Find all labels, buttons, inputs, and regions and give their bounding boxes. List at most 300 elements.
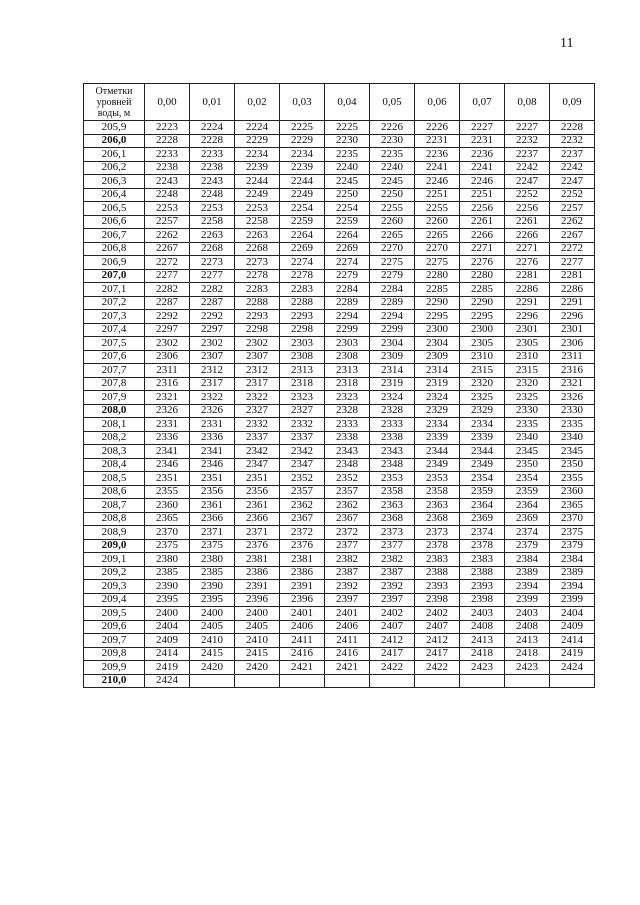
value-cell: 2381 <box>235 553 280 567</box>
value-cell: 2363 <box>370 499 415 513</box>
value-cell: 2354 <box>505 472 550 486</box>
page-number: 11 <box>560 36 574 51</box>
value-cell: 2351 <box>235 472 280 486</box>
value-cell: 2272 <box>145 256 190 270</box>
value-cell: 2268 <box>190 242 235 256</box>
value-cell: 2379 <box>505 539 550 553</box>
level-cell: 209,5 <box>84 607 145 621</box>
value-cell: 2361 <box>235 499 280 513</box>
value-cell: 2403 <box>460 607 505 621</box>
value-cell: 2231 <box>415 134 460 148</box>
value-cell: 2322 <box>190 391 235 405</box>
value-cell: 2369 <box>460 512 505 526</box>
value-cell: 2294 <box>325 310 370 324</box>
value-cell: 2419 <box>550 647 595 661</box>
value-cell: 2291 <box>505 296 550 310</box>
value-cell: 2249 <box>280 188 325 202</box>
level-cell: 208,1 <box>84 418 145 432</box>
value-cell: 2298 <box>235 323 280 337</box>
level-cell: 207,0 <box>84 269 145 283</box>
value-cell: 2262 <box>550 215 595 229</box>
column-header: 0,00 <box>145 84 190 121</box>
table-row <box>84 188 595 202</box>
value-cell: 2408 <box>505 620 550 634</box>
value-cell: 2294 <box>370 310 415 324</box>
value-cell: 2373 <box>415 526 460 540</box>
value-cell: 2233 <box>145 148 190 162</box>
table-row <box>84 499 595 513</box>
corner-header <box>84 84 145 121</box>
value-cell: 2295 <box>415 310 460 324</box>
value-cell: 2291 <box>550 296 595 310</box>
value-cell: 2269 <box>325 242 370 256</box>
table-row <box>84 229 595 243</box>
water-level-table <box>83 83 595 688</box>
value-cell: 2397 <box>325 593 370 607</box>
value-cell: 2320 <box>505 377 550 391</box>
corner-header-line: воды, м <box>97 107 131 119</box>
value-cell: 2273 <box>235 256 280 270</box>
value-cell: 2310 <box>505 350 550 364</box>
value-cell: 2339 <box>460 431 505 445</box>
value-cell: 2363 <box>415 499 460 513</box>
value-cell: 2337 <box>235 431 280 445</box>
value-cell: 2344 <box>415 445 460 459</box>
value-cell: 2376 <box>280 539 325 553</box>
value-cell: 2376 <box>235 539 280 553</box>
value-cell: 2416 <box>280 647 325 661</box>
level-cell: 207,9 <box>84 391 145 405</box>
value-cell: 2391 <box>235 580 280 594</box>
level-cell: 207,7 <box>84 364 145 378</box>
value-cell: 2340 <box>550 431 595 445</box>
value-cell: 2335 <box>505 418 550 432</box>
level-cell: 206,2 <box>84 161 145 175</box>
value-cell: 2413 <box>460 634 505 648</box>
value-cell: 2226 <box>415 121 460 135</box>
level-cell: 209,4 <box>84 593 145 607</box>
table-body <box>84 121 595 688</box>
table-row <box>84 620 595 634</box>
value-cell: 2342 <box>235 445 280 459</box>
value-cell <box>190 674 235 688</box>
value-cell: 2395 <box>190 593 235 607</box>
value-cell: 2406 <box>325 620 370 634</box>
value-cell: 2255 <box>370 202 415 216</box>
value-cell: 2424 <box>145 674 190 688</box>
value-cell: 2274 <box>325 256 370 270</box>
value-cell: 2223 <box>145 121 190 135</box>
column-header: 0,06 <box>415 84 460 121</box>
value-cell: 2311 <box>145 364 190 378</box>
value-cell: 2417 <box>415 647 460 661</box>
value-cell: 2366 <box>235 512 280 526</box>
value-cell: 2276 <box>460 256 505 270</box>
table-row <box>84 310 595 324</box>
value-cell: 2288 <box>280 296 325 310</box>
value-cell: 2292 <box>145 310 190 324</box>
value-cell: 2388 <box>415 566 460 580</box>
table-row <box>84 283 595 297</box>
value-cell: 2356 <box>190 485 235 499</box>
value-cell: 2280 <box>415 269 460 283</box>
value-cell: 2277 <box>145 269 190 283</box>
value-cell: 2402 <box>415 607 460 621</box>
level-cell: 208,4 <box>84 458 145 472</box>
value-cell: 2423 <box>505 661 550 675</box>
value-cell: 2315 <box>505 364 550 378</box>
value-cell: 2331 <box>190 418 235 432</box>
value-cell: 2246 <box>460 175 505 189</box>
level-cell: 208,6 <box>84 485 145 499</box>
value-cell: 2248 <box>145 188 190 202</box>
value-cell <box>550 674 595 688</box>
value-cell: 2356 <box>235 485 280 499</box>
value-cell: 2334 <box>415 418 460 432</box>
value-cell: 2267 <box>550 229 595 243</box>
value-cell <box>235 674 280 688</box>
value-cell: 2394 <box>550 580 595 594</box>
value-cell: 2238 <box>145 161 190 175</box>
value-cell: 2388 <box>460 566 505 580</box>
value-cell: 2347 <box>280 458 325 472</box>
value-cell: 2267 <box>145 242 190 256</box>
value-cell: 2305 <box>505 337 550 351</box>
value-cell: 2316 <box>550 364 595 378</box>
value-cell: 2400 <box>145 607 190 621</box>
value-cell: 2398 <box>415 593 460 607</box>
value-cell: 2349 <box>415 458 460 472</box>
value-cell: 2331 <box>145 418 190 432</box>
value-cell: 2344 <box>460 445 505 459</box>
value-cell: 2308 <box>280 350 325 364</box>
value-cell: 2409 <box>550 620 595 634</box>
value-cell: 2326 <box>145 404 190 418</box>
value-cell: 2413 <box>505 634 550 648</box>
value-cell: 2421 <box>280 661 325 675</box>
value-cell: 2327 <box>235 404 280 418</box>
level-cell: 210,0 <box>84 674 145 688</box>
level-cell: 209,2 <box>84 566 145 580</box>
value-cell: 2308 <box>325 350 370 364</box>
value-cell: 2226 <box>370 121 415 135</box>
value-cell: 2254 <box>280 202 325 216</box>
value-cell: 2279 <box>325 269 370 283</box>
value-cell: 2237 <box>550 148 595 162</box>
value-cell: 2313 <box>280 364 325 378</box>
value-cell: 2307 <box>235 350 280 364</box>
value-cell: 2330 <box>550 404 595 418</box>
value-cell: 2327 <box>280 404 325 418</box>
value-cell: 2420 <box>235 661 280 675</box>
value-cell: 2285 <box>415 283 460 297</box>
value-cell: 2312 <box>235 364 280 378</box>
value-cell: 2278 <box>280 269 325 283</box>
value-cell: 2249 <box>235 188 280 202</box>
value-cell: 2228 <box>145 134 190 148</box>
level-cell: 206,8 <box>84 242 145 256</box>
value-cell: 2252 <box>550 188 595 202</box>
value-cell: 2366 <box>190 512 235 526</box>
value-cell: 2364 <box>505 499 550 513</box>
value-cell: 2382 <box>325 553 370 567</box>
value-cell: 2229 <box>280 134 325 148</box>
value-cell: 2422 <box>415 661 460 675</box>
value-cell: 2251 <box>415 188 460 202</box>
value-cell: 2411 <box>280 634 325 648</box>
value-cell: 2302 <box>190 337 235 351</box>
value-cell: 2236 <box>460 148 505 162</box>
value-cell: 2231 <box>460 134 505 148</box>
value-cell: 2405 <box>235 620 280 634</box>
value-cell: 2380 <box>145 553 190 567</box>
value-cell: 2304 <box>370 337 415 351</box>
value-cell: 2333 <box>325 418 370 432</box>
value-cell: 2418 <box>460 647 505 661</box>
value-cell: 2370 <box>145 526 190 540</box>
value-cell: 2268 <box>235 242 280 256</box>
table-row <box>84 121 595 135</box>
value-cell: 2325 <box>460 391 505 405</box>
value-cell: 2258 <box>190 215 235 229</box>
value-cell: 2329 <box>415 404 460 418</box>
table-row <box>84 580 595 594</box>
value-cell: 2303 <box>280 337 325 351</box>
value-cell <box>415 674 460 688</box>
value-cell: 2396 <box>235 593 280 607</box>
value-cell: 2342 <box>280 445 325 459</box>
table-row <box>84 256 595 270</box>
value-cell: 2238 <box>190 161 235 175</box>
value-cell: 2410 <box>235 634 280 648</box>
value-cell: 2306 <box>145 350 190 364</box>
value-cell: 2385 <box>145 566 190 580</box>
value-cell: 2394 <box>505 580 550 594</box>
value-cell: 2282 <box>190 283 235 297</box>
value-cell: 2407 <box>370 620 415 634</box>
table-row <box>84 566 595 580</box>
value-cell: 2318 <box>325 377 370 391</box>
value-cell: 2370 <box>550 512 595 526</box>
value-cell: 2263 <box>235 229 280 243</box>
value-cell: 2403 <box>505 607 550 621</box>
value-cell: 2393 <box>415 580 460 594</box>
value-cell: 2384 <box>505 553 550 567</box>
value-cell: 2253 <box>235 202 280 216</box>
table-row <box>84 323 595 337</box>
value-cell: 2296 <box>505 310 550 324</box>
value-cell: 2345 <box>505 445 550 459</box>
value-cell: 2377 <box>370 539 415 553</box>
value-cell: 2243 <box>145 175 190 189</box>
value-cell: 2246 <box>415 175 460 189</box>
value-cell: 2270 <box>415 242 460 256</box>
level-cell: 208,8 <box>84 512 145 526</box>
value-cell: 2247 <box>505 175 550 189</box>
level-cell: 205,9 <box>84 121 145 135</box>
value-cell: 2319 <box>370 377 415 391</box>
value-cell: 2328 <box>370 404 415 418</box>
value-cell: 2369 <box>505 512 550 526</box>
level-cell: 206,4 <box>84 188 145 202</box>
value-cell: 2279 <box>370 269 415 283</box>
value-cell: 2269 <box>280 242 325 256</box>
value-cell: 2307 <box>190 350 235 364</box>
value-cell: 2368 <box>370 512 415 526</box>
level-cell: 206,3 <box>84 175 145 189</box>
value-cell: 2377 <box>325 539 370 553</box>
value-cell: 2317 <box>235 377 280 391</box>
value-cell: 2420 <box>190 661 235 675</box>
value-cell: 2343 <box>370 445 415 459</box>
value-cell: 2392 <box>325 580 370 594</box>
value-cell: 2324 <box>415 391 460 405</box>
value-cell: 2336 <box>190 431 235 445</box>
value-cell: 2304 <box>415 337 460 351</box>
value-cell: 2298 <box>280 323 325 337</box>
column-header: 0,02 <box>235 84 280 121</box>
value-cell: 2391 <box>280 580 325 594</box>
level-cell: 207,4 <box>84 323 145 337</box>
value-cell: 2407 <box>415 620 460 634</box>
table-row <box>84 391 595 405</box>
value-cell: 2227 <box>505 121 550 135</box>
value-cell: 2245 <box>325 175 370 189</box>
value-cell: 2404 <box>145 620 190 634</box>
value-cell: 2392 <box>370 580 415 594</box>
level-cell: 207,6 <box>84 350 145 364</box>
level-cell: 208,2 <box>84 431 145 445</box>
value-cell: 2252 <box>505 188 550 202</box>
value-cell: 2239 <box>280 161 325 175</box>
table-row <box>84 445 595 459</box>
value-cell: 2418 <box>505 647 550 661</box>
value-cell: 2326 <box>550 391 595 405</box>
value-cell: 2378 <box>415 539 460 553</box>
value-cell: 2233 <box>190 148 235 162</box>
value-cell: 2260 <box>415 215 460 229</box>
table-row <box>84 202 595 216</box>
table-row <box>84 418 595 432</box>
level-cell: 207,1 <box>84 283 145 297</box>
value-cell: 2300 <box>415 323 460 337</box>
value-cell: 2354 <box>460 472 505 486</box>
value-cell: 2412 <box>370 634 415 648</box>
value-cell: 2250 <box>325 188 370 202</box>
value-cell: 2338 <box>325 431 370 445</box>
table-row <box>84 607 595 621</box>
value-cell: 2323 <box>325 391 370 405</box>
table-row <box>84 161 595 175</box>
value-cell: 2278 <box>235 269 280 283</box>
value-cell: 2293 <box>235 310 280 324</box>
value-cell: 2323 <box>280 391 325 405</box>
value-cell: 2309 <box>370 350 415 364</box>
value-cell: 2361 <box>190 499 235 513</box>
table-row <box>84 148 595 162</box>
value-cell: 2397 <box>370 593 415 607</box>
column-header: 0,08 <box>505 84 550 121</box>
value-cell: 2283 <box>235 283 280 297</box>
table-row <box>84 526 595 540</box>
level-cell: 207,2 <box>84 296 145 310</box>
value-cell: 2229 <box>235 134 280 148</box>
value-cell: 2368 <box>415 512 460 526</box>
value-cell: 2273 <box>190 256 235 270</box>
table-row <box>84 458 595 472</box>
value-cell: 2380 <box>190 553 235 567</box>
value-cell: 2335 <box>550 418 595 432</box>
value-cell: 2297 <box>145 323 190 337</box>
value-cell: 2248 <box>190 188 235 202</box>
header-row <box>84 84 595 121</box>
level-cell: 208,9 <box>84 526 145 540</box>
value-cell: 2358 <box>370 485 415 499</box>
value-cell: 2409 <box>145 634 190 648</box>
value-cell: 2289 <box>325 296 370 310</box>
value-cell: 2321 <box>145 391 190 405</box>
table-row <box>84 134 595 148</box>
value-cell <box>460 674 505 688</box>
value-cell: 2419 <box>145 661 190 675</box>
value-cell: 2415 <box>190 647 235 661</box>
value-cell: 2345 <box>550 445 595 459</box>
value-cell: 2374 <box>460 526 505 540</box>
value-cell: 2350 <box>505 458 550 472</box>
value-cell: 2319 <box>415 377 460 391</box>
value-cell: 2271 <box>460 242 505 256</box>
table-row <box>84 404 595 418</box>
column-header: 0,01 <box>190 84 235 121</box>
level-cell: 207,8 <box>84 377 145 391</box>
table-row <box>84 175 595 189</box>
value-cell: 2254 <box>325 202 370 216</box>
value-cell: 2400 <box>190 607 235 621</box>
value-cell: 2412 <box>415 634 460 648</box>
level-cell: 208,3 <box>84 445 145 459</box>
value-cell: 2348 <box>370 458 415 472</box>
value-cell: 2244 <box>235 175 280 189</box>
value-cell: 2242 <box>550 161 595 175</box>
value-cell: 2351 <box>145 472 190 486</box>
value-cell: 2272 <box>550 242 595 256</box>
value-cell: 2340 <box>505 431 550 445</box>
value-cell: 2309 <box>415 350 460 364</box>
value-cell: 2401 <box>325 607 370 621</box>
value-cell: 2383 <box>415 553 460 567</box>
value-cell: 2274 <box>280 256 325 270</box>
value-cell: 2236 <box>415 148 460 162</box>
value-cell: 2260 <box>370 215 415 229</box>
level-cell: 206,5 <box>84 202 145 216</box>
value-cell: 2282 <box>145 283 190 297</box>
value-cell: 2247 <box>550 175 595 189</box>
value-cell: 2240 <box>325 161 370 175</box>
value-cell: 2271 <box>505 242 550 256</box>
value-cell: 2297 <box>190 323 235 337</box>
table-row <box>84 539 595 553</box>
value-cell: 2350 <box>550 458 595 472</box>
corner-header-line: уровней <box>96 96 132 108</box>
table-row <box>84 472 595 486</box>
value-cell: 2250 <box>370 188 415 202</box>
value-cell: 2387 <box>370 566 415 580</box>
table-row <box>84 350 595 364</box>
value-cell: 2224 <box>235 121 280 135</box>
level-cell: 209,0 <box>84 539 145 553</box>
column-header: 0,07 <box>460 84 505 121</box>
value-cell: 2255 <box>415 202 460 216</box>
